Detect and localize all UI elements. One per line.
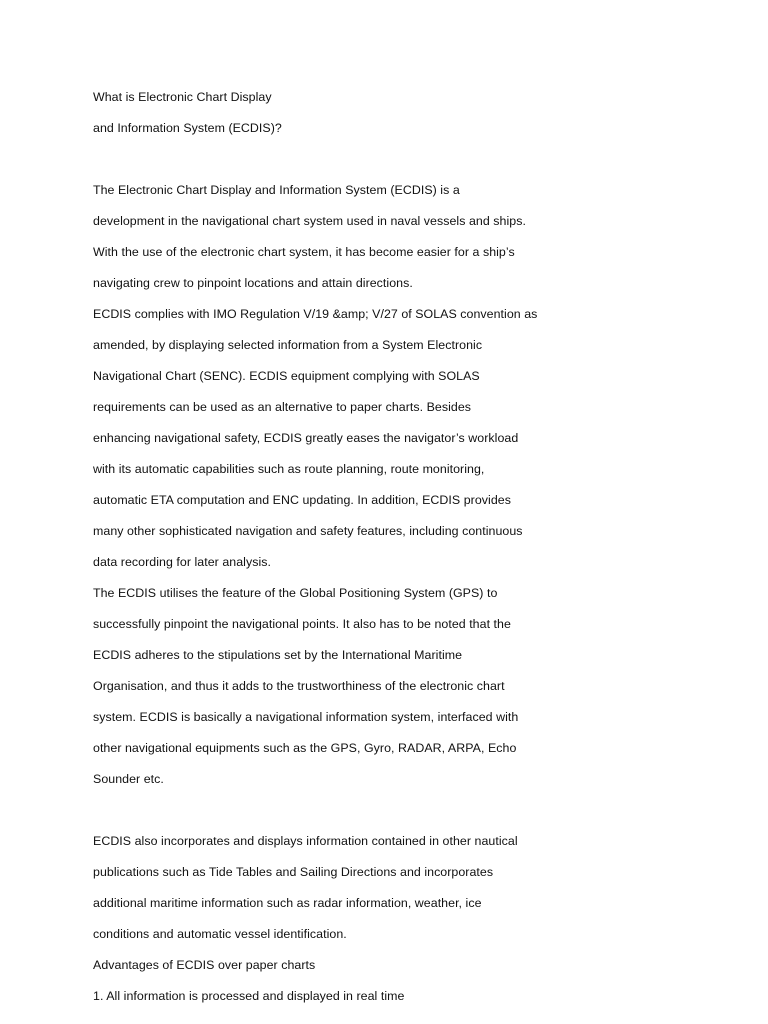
body-line: The Electronic Chart Display and Information System (ECDIS) is a: [93, 183, 460, 197]
body-line: requirements can be used as an alternative to paper charts. Besides: [93, 400, 472, 414]
body-line: Navigational Chart (SENC). ECDIS equipment complying with SOLAS: [93, 369, 480, 383]
body-line: ECDIS also incorporates and displays information contained in other nautical: [93, 834, 518, 848]
section-heading: Advantages of ECDIS over paper charts: [93, 958, 316, 972]
document-title-line-1: What is Electronic Chart Display: [93, 90, 272, 104]
body-line: development in the navigational chart system used in naval vessels and ships.: [93, 214, 526, 228]
body-line: additional maritime information such as radar information, weather, ice: [93, 896, 482, 910]
body-line: ECDIS adheres to the stipulations set by the International Maritime: [93, 648, 463, 662]
body-line: The ECDIS utilises the feature of the Global Positioning System (GPS) to: [93, 586, 498, 600]
body-line: conditions and automatic vessel identification.: [93, 927, 347, 941]
body-line: many other sophisticated navigation and safety features, including continuous: [93, 524, 523, 538]
body-line: ECDIS complies with IMO Regulation V/19 &amp; V/27 of SOLAS convention as: [93, 307, 538, 321]
body-line: Organisation, and thus it adds to the trustworthiness of the electronic chart: [93, 679, 505, 693]
document-title-line-2: and Information System (ECDIS)?: [93, 121, 282, 135]
body-line: automatic ETA computation and ENC updating. In addition, ECDIS provides: [93, 493, 511, 507]
body-line: enhancing navigational safety, ECDIS greatly eases the navigator’s workload: [93, 431, 519, 445]
body-line: with its automatic capabilities such as route planning, route monitoring,: [93, 462, 485, 476]
body-line: With the use of the electronic chart system, it has become easier for a ship’s: [93, 245, 515, 259]
body-line: navigating crew to pinpoint locations and attain directions.: [93, 276, 413, 290]
body-line: system. ECDIS is basically a navigational information system, interfaced with: [93, 710, 519, 724]
body-line: Sounder etc.: [93, 772, 164, 786]
body-line: other navigational equipments such as the GPS, Gyro, RADAR, ARPA, Echo: [93, 741, 517, 755]
body-line: data recording for later analysis.: [93, 555, 272, 569]
body-line: amended, by displaying selected information from a System Electronic: [93, 338, 483, 352]
list-item: 1. All information is processed and displayed in real time: [93, 989, 405, 1003]
body-line: publications such as Tide Tables and Sailing Directions and incorporates: [93, 865, 494, 879]
body-line: successfully pinpoint the navigational points. It also has to be noted that the: [93, 617, 511, 631]
